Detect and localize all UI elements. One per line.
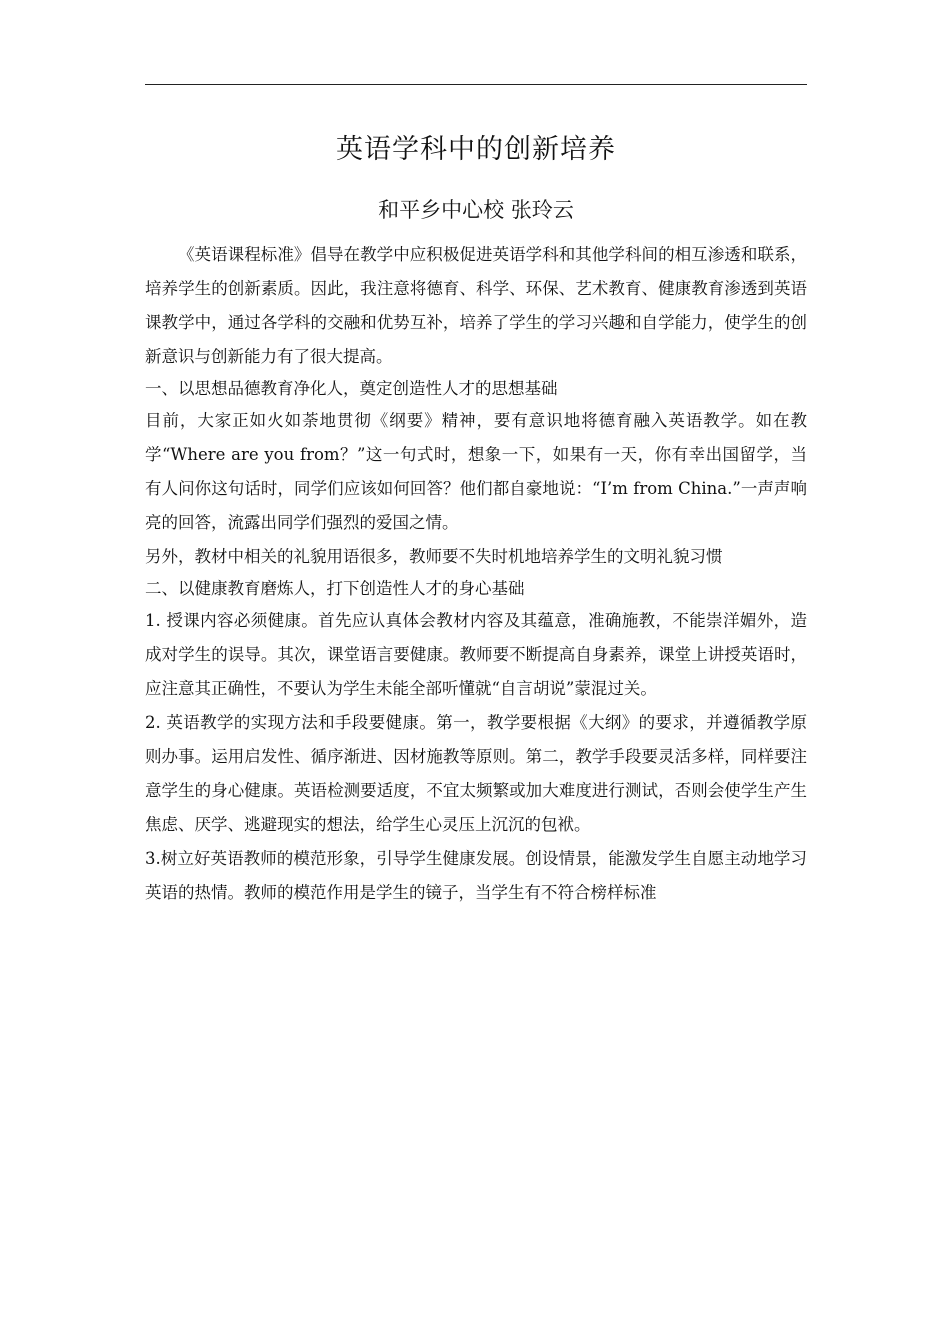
document-title: 英语学科中的创新培养 — [336, 134, 616, 165]
section-heading-1: 一、以思想品德教育净化人，奠定创造性人才的思想基础 — [145, 379, 558, 398]
paragraph: 目前，大家正如火如荼地贯彻《纲要》精神，要有意识地将德育融入英语教学。如在教学“Where are you from？”这一句式时，想象一下，如果有一天，你有幸出国留学，当有人问你这句话时，同学们应该如何回答？他们都自豪地说：“I’m from China.”一声声响亮的回答，流露出同学们强烈的爱国之情。 — [145, 411, 807, 532]
document-body — [145, 238, 807, 910]
intro-paragraph: 《英语课程标准》倡导在教学中应积极促进英语学科和其他学科间的相互渗透和联系，培养学生的创新素质。因此，我注意将德育、科学、环保、艺术教育、健康教育渗透到英语课教学中，通过各学科的交融和优势互补，培养了学生的学习兴趣和自学能力，使学生的创新意识与创新能力有了很大提高。 — [145, 245, 807, 366]
section-heading-2: 二、以健康教育磨炼人，打下创造性人才的身心基础 — [145, 579, 525, 598]
list-item: 2. 英语教学的实现方法和手段要健康。第一，教学要根据《大纲》的要求，并遵循教学原则办事。运用启发性、循序渐进、因材施教等原则。第二，教学手段要灵活多样，同样要注意学生的身心健康。英语检测要适度，不宜太频繁或加大难度进行测试，否则会使学生产生焦虑、厌学、逃避现实的想法，给学生心灵压上沉沉的包袱。 — [145, 713, 807, 834]
paragraph: 另外，教材中相关的礼貌用语很多，教师要不失时机地培养学生的文明礼貌习惯 — [145, 547, 723, 566]
list-item: 3.树立好英语教师的模范形象，引导学生健康发展。创设情景，能激发学生自愿主动地学习英语的热情。教师的模范作用是学生的镜子，当学生有不符合榜样标准 — [145, 849, 807, 902]
list-item: 1. 授课内容必须健康。首先应认真体会教材内容及其蕴意，准确施教，不能崇洋媚外，造成对学生的误导。其次，课堂语言要健康。教师要不断提高自身素养，课堂上讲授英语时，应注意其正确性，不要认为学生未能全部听懂就“自言胡说”蒙混过关。 — [145, 611, 807, 698]
author-line: 和平乡中心校 张玲云 — [378, 198, 574, 222]
header-rule — [145, 84, 807, 85]
